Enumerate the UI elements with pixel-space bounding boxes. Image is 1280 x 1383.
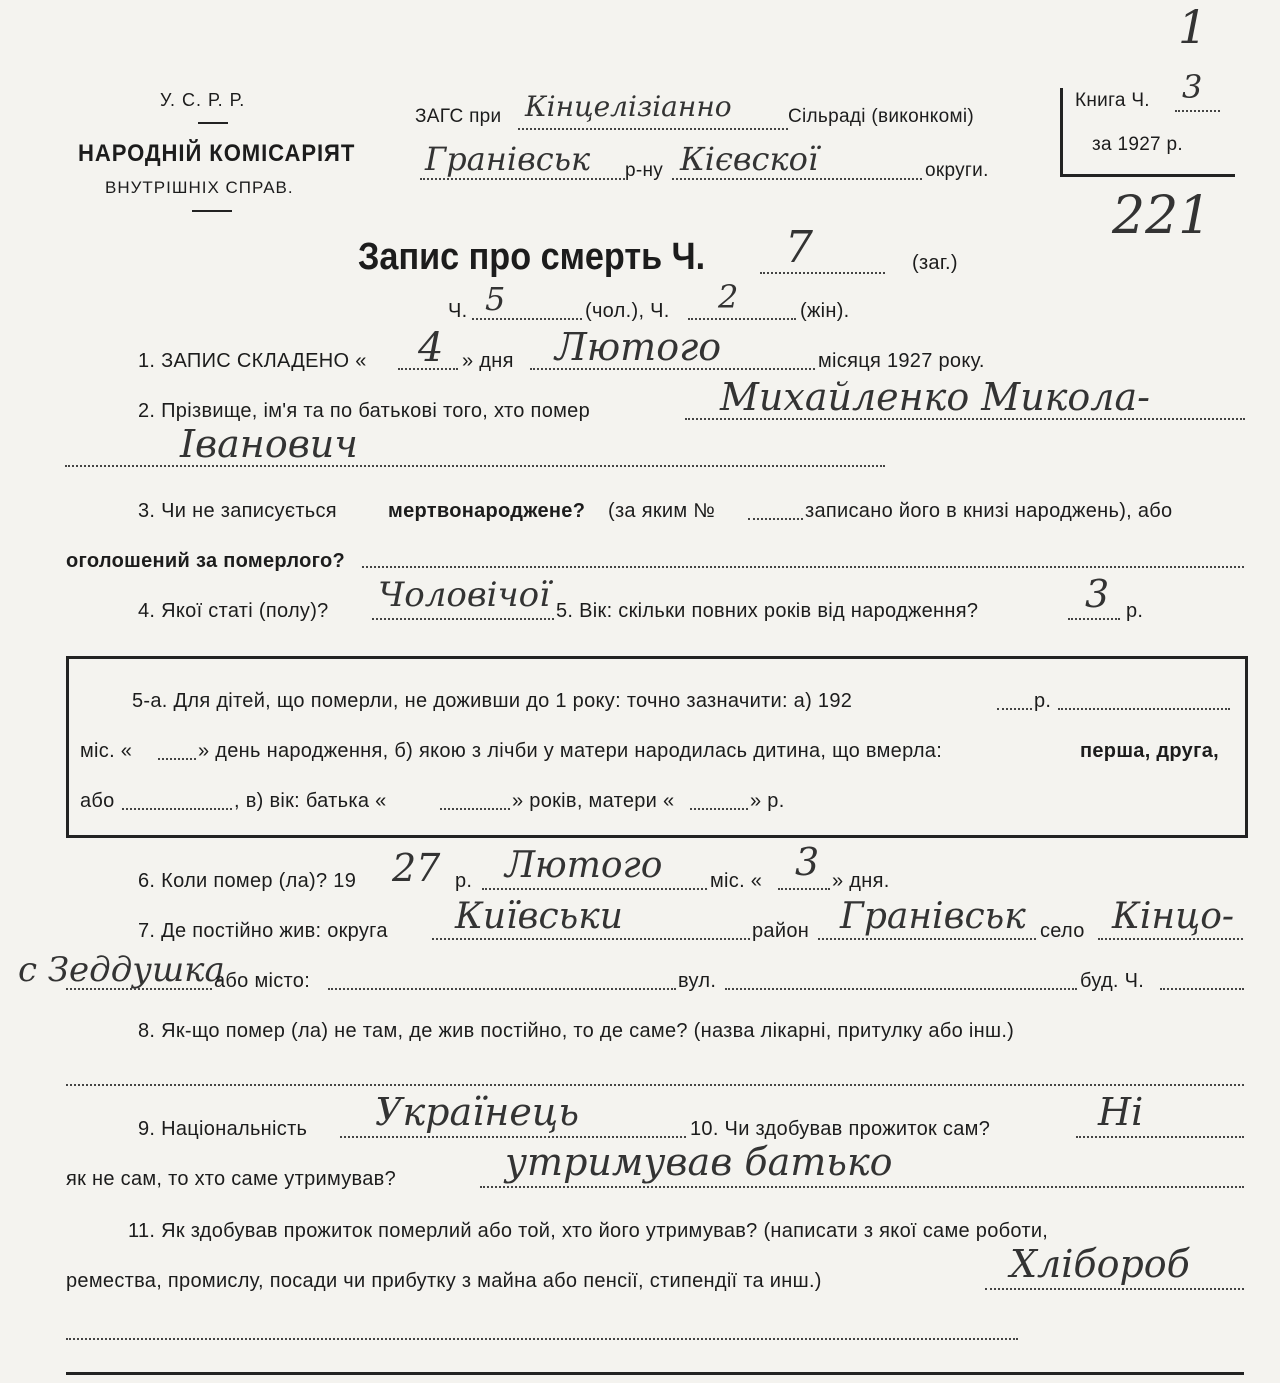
chol-label: (чол.), Ч. [585, 300, 670, 322]
f5a-mother-age: » років, матери « [512, 790, 675, 812]
f6-label: 6. Коли помер (ла)? 19 [138, 870, 357, 892]
region-line [672, 178, 922, 180]
year-label: за 1927 р. [1092, 134, 1183, 155]
f2-label: 2. Прізвище, ім'я та по батькові того, хто помер [138, 400, 591, 422]
record-title: Запис про смерть Ч. [358, 236, 706, 278]
f10-ans-value: Ні [1098, 1090, 1144, 1134]
male-no-line [472, 318, 582, 320]
f5a-first-second: перша, друга, [1080, 740, 1220, 762]
f6-year-value: 27 [392, 846, 441, 890]
f3-number-label: (за яким № [608, 500, 716, 522]
book-label: Книга Ч. [1075, 90, 1150, 111]
f7-street-line [725, 988, 1077, 990]
f5a-line-1-end [1058, 708, 1230, 710]
stamp-number: 221 [1112, 186, 1212, 246]
f1-month-value: Лютого [555, 325, 722, 369]
f11-label: 11. Як здобував прожиток померлий або той, хто його утримував? (написати з якої саме роботи, [128, 1220, 1049, 1242]
f5a-birth-order: » день народження, б) якою з лічби у матери народилась дитина, що вмерла: [198, 740, 943, 762]
female-no-line [688, 318, 796, 320]
zhin-label: (жін). [800, 300, 850, 322]
f5-age-value: 3 [1085, 572, 1110, 616]
zags-village-line [518, 128, 788, 130]
f3-birth-book: записано його в книзі народжень), або [805, 500, 1173, 522]
f6-day-label: » дня. [832, 870, 890, 892]
f6-year-unit: р. [455, 870, 473, 892]
f11-line-2 [66, 1338, 1018, 1340]
book-box-left-border [1060, 88, 1063, 174]
f6-month-line [482, 888, 707, 890]
header-internal-affairs: ВНУТРІШНІХ СПРАВ. [105, 178, 294, 197]
f7-city-label: або місто: [214, 970, 311, 992]
f8-line [66, 1084, 1244, 1086]
zags-village-value: Кінцелізіанно [525, 90, 732, 123]
f2-name-value-1: Михайленко Микола- [720, 375, 1150, 419]
entry-no-line [760, 272, 885, 274]
zags-suffix: Сільраді (виконкомі) [788, 106, 974, 127]
f5a-line-1: 5-а. Для дітей, що померли, не доживши до 1 року: точно зазначити: а) 192 [132, 690, 853, 712]
f3-declared-dead: оголошений за померлого? [66, 550, 346, 572]
f9-nat-line [340, 1136, 686, 1138]
f7-okruha-line [432, 938, 750, 940]
f5-age-unit: р. [1126, 600, 1144, 622]
corner-mark: 1 [1178, 0, 1208, 54]
zags-prefix: ЗАГС при [415, 106, 502, 127]
f3-label: 3. Чи не записується [138, 500, 337, 522]
f8-label: 8. Як-що помер (ла) не там, де жив постійно, то де саме? (назва лікарні, притулку або інш.) [138, 1020, 1015, 1042]
f4-sex-value: Чоловічої [378, 575, 551, 615]
f6-day-value: 3 [795, 840, 820, 884]
f9-label: 9. Національність [138, 1118, 308, 1140]
f7-raion-label: район [752, 920, 810, 942]
f1-year: місяця 1927 року. [818, 350, 985, 372]
f6-month-label: міс. « [710, 870, 763, 892]
f7-raion-value: Гранівськ [840, 896, 1026, 937]
f11-label-2: ремества, промислу, посади чи прибутку з майна або пенсії, стипендії та инш.) [66, 1270, 822, 1292]
f7-selo-continued-line [66, 988, 212, 990]
f4-label: 4. Якої статі (полу)? [138, 600, 329, 622]
f6-day-line [778, 888, 830, 890]
f5a-or-line [122, 808, 232, 810]
ch-label: Ч. [448, 300, 468, 322]
entry-no-value: 7 [785, 222, 813, 273]
f9-nat-value: Українець [375, 1090, 580, 1134]
f5a-month-line [158, 758, 196, 760]
okruhy-label: округи. [925, 160, 989, 181]
f7-selo-line [1098, 938, 1243, 940]
f7-city-line [328, 988, 676, 990]
f1-dnia: » дня [462, 350, 514, 372]
f5a-month-label: міс. « [80, 740, 133, 762]
header-ussr: У. С. Р. Р. [160, 90, 246, 110]
f6-month-value: Лютого [505, 845, 663, 886]
f7-margin-note: с Зеддушка [18, 950, 225, 990]
f7-selo-value: Кінцо- [1112, 896, 1235, 937]
f1-label: 1. ЗАПИС СКЛАДЕНО « [138, 350, 367, 372]
f7-selo-label: село [1040, 920, 1085, 942]
f10-who-line [480, 1186, 1244, 1188]
f5-age-line [1068, 618, 1120, 620]
header-commissariat: НАРОДНІЙ КОМІСАРІЯТ [78, 140, 356, 167]
district-value: Гранівськ [425, 140, 591, 178]
bottom-rule [66, 1372, 1244, 1375]
header-divider [198, 122, 228, 124]
f4-sex-line [372, 618, 554, 620]
f5a-year-line [997, 708, 1032, 710]
f5a-father-age: , в) вік: батька « [234, 790, 387, 812]
header-divider-2 [192, 210, 232, 212]
f5a-end: » р. [750, 790, 785, 812]
rnu-label: р-ну [625, 160, 664, 181]
f5a-year-unit: р. [1034, 690, 1052, 712]
f5-age-label: 5. Вік: скільки повних років від народження? [556, 600, 979, 622]
book-no-value: 3 [1182, 68, 1203, 106]
f11-ans-line [985, 1288, 1244, 1290]
f7-building-line [1160, 988, 1244, 990]
f3-number-line [748, 518, 803, 520]
zag-label: (заг.) [912, 252, 958, 274]
book-box-bottom [1060, 174, 1235, 177]
f7-street-label: вул. [678, 970, 717, 992]
f10-label: 10. Чи здобував прожиток сам? [690, 1118, 991, 1140]
f7-raion-line [818, 938, 1036, 940]
f3-declared-line [362, 566, 1244, 568]
f11-ans-value: Хлібороб [1010, 1242, 1190, 1286]
f10-ans-line [1076, 1136, 1244, 1138]
f7-label: 7. Де постійно жив: округа [138, 920, 388, 942]
f5a-mother-line [690, 808, 748, 810]
region-value: Кієвскої [680, 140, 819, 178]
male-no-value: 5 [485, 280, 506, 318]
book-no-line [1175, 110, 1220, 112]
f5a-or: або [80, 790, 115, 812]
f10-who-value: утримував батько [505, 1140, 893, 1184]
f3-stillborn: мертвонароджене? [388, 500, 586, 522]
female-no-value: 2 [718, 278, 739, 316]
f1-day-value: 4 [418, 325, 444, 371]
f7-building-label: буд. Ч. [1080, 970, 1145, 992]
f10-who-label: як не сам, то хто саме утримував? [66, 1168, 397, 1190]
district-line [420, 178, 625, 180]
f5a-father-line [440, 808, 510, 810]
f2-name-value-2: Іванович [180, 422, 358, 466]
f7-okruha-value: Київськи [455, 896, 623, 937]
